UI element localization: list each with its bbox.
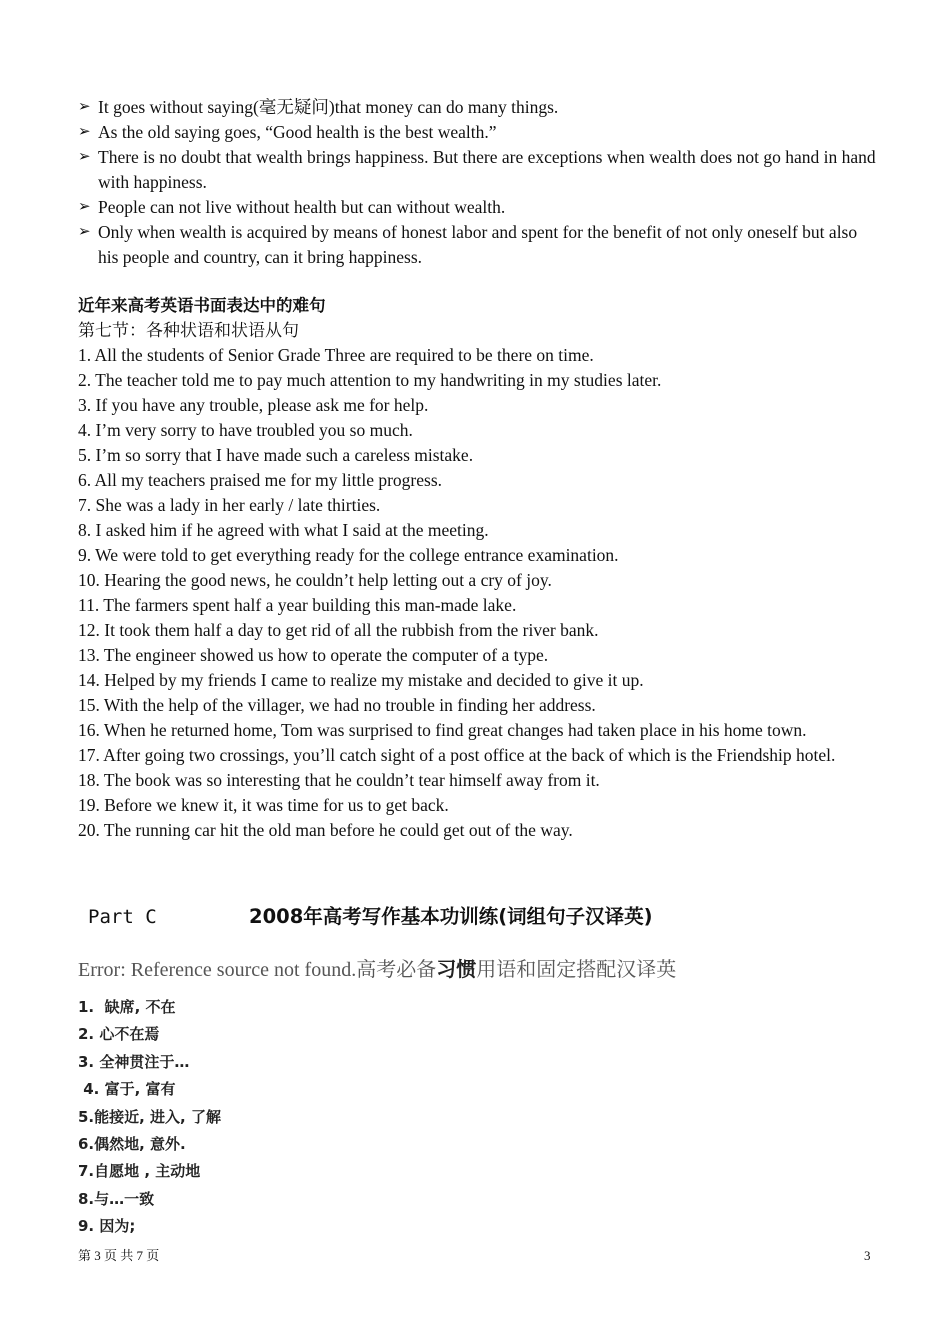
sentence-item: 15. With the help of the villager, we had no trouble in finding her address. — [78, 695, 596, 715]
heading-emphasis: 习惯 — [436, 959, 477, 981]
sentence-item: 19. Before we knew it, it was time for us to get back. — [78, 795, 449, 815]
part-label: Part C — [88, 906, 157, 928]
arrow-bullet-icon: ➢ — [78, 124, 91, 140]
vocab-item: 4. 富于, 富有 — [78, 1080, 176, 1099]
bullet-item: ➢ As the old saying goes, “Good health is the best wealth.” — [78, 120, 878, 145]
sentence-item: 3. If you have any trouble, please ask me for help. — [78, 395, 429, 415]
sentence-item: 11. The farmers spent half a year building this man-made lake. — [78, 595, 517, 615]
heading-suffix: 用语和固定搭配汉译英 — [476, 959, 677, 981]
bullet-item: ➢ Only when wealth is acquired by means of honest labor and spent for the benefit of not only oneself but also his people and country, can it bring happiness. — [78, 222, 858, 267]
vocab-item: 5.能接近, 进入, 了解 — [78, 1107, 221, 1126]
sentence-item: 16. When he returned home, Tom was surprised to find great changes had taken place in his home town. — [78, 720, 807, 740]
sentence-item: 14. Helped by my friends I came to realize my mistake and decided to give it up. — [78, 670, 644, 690]
sentence-item: 7. She was a lady in her early / late thirties. — [78, 495, 381, 515]
sentence-item: 20. The running car hit the old man before he could get out of the way. — [78, 820, 573, 840]
vocab-item: 1. 缺席, 不在 — [78, 998, 176, 1016]
arrow-bullet-icon: ➢ — [78, 224, 91, 240]
page-number: 3 — [864, 1248, 871, 1263]
sentence-item: 9. We were told to get everything ready for the college entrance examination. — [78, 545, 619, 565]
vocab-item: 2. 心不在焉 — [78, 1025, 160, 1044]
page-counter: 第 3 页 共 7 页 — [78, 1248, 160, 1263]
section-title: 近年来高考英语书面表达中的难句 — [78, 296, 326, 315]
vocab-list — [78, 994, 221, 1241]
sentence-item: 5. I’m so sorry that I have made such a careless mistake. — [78, 445, 474, 465]
part-title: 2008年高考写作基本功训练(词组句子汉译英) — [249, 905, 653, 928]
sentence-item: 10. Hearing the good news, he couldn’t help letting out a cry of joy. — [78, 570, 552, 590]
vocab-item: 9. 因为; — [78, 1217, 136, 1236]
vocab-item: 8.与…一致 — [78, 1189, 155, 1208]
heading-prefix: Error: Reference source not found.高考必备 — [78, 959, 437, 981]
bullet-item: ➢ People can not live without health but can without wealth. — [78, 195, 878, 220]
sentence-item: 6. All my teachers praised me for my little progress. — [78, 470, 443, 490]
arrow-bullet-icon: ➢ — [78, 149, 91, 165]
arrow-bullet-icon: ➢ — [78, 99, 91, 115]
sentence-item: 17. After going two crossings, you’ll catch sight of a post office at the back of which is the Friendship hotel. — [78, 745, 836, 765]
sentence-item: 2. The teacher told me to pay much attention to my handwriting in my studies later. — [78, 370, 662, 390]
sentence-item: 18. The book was so interesting that he couldn’t tear himself away from it. — [78, 770, 600, 790]
bullet-list — [78, 95, 878, 270]
vocab-item: 7.自愿地 , 主动地 — [78, 1162, 201, 1181]
sentence-item: 1. All the students of Senior Grade Three are required to be there on time. — [78, 345, 594, 365]
vocab-item: 6.偶然地, 意外. — [78, 1135, 186, 1154]
sentence-item: 4. I’m very sorry to have troubled you so much. — [78, 420, 413, 440]
vocab-item: 3. 全神贯注于… — [78, 1052, 190, 1071]
section-subtitle: 第七节：各种状语和状语从句 — [78, 321, 299, 340]
bullet-item: ➢ There is no doubt that wealth brings happiness. But there are exceptions when wealth does not go hand in hand with happiness. — [78, 147, 876, 192]
sentence-list — [78, 343, 878, 843]
bullet-item: ➢ It goes without saying(毫无疑问)that money can do many things. — [78, 95, 878, 120]
reference-error-heading — [78, 954, 676, 986]
sentence-item: 8. I asked him if he agreed with what I said at the meeting. — [78, 520, 489, 540]
sentence-item: 13. The engineer showed us how to operate the computer of a type. — [78, 645, 549, 665]
sentence-item: 12. It took them half a day to get rid of all the rubbish from the river bank. — [78, 620, 599, 640]
arrow-bullet-icon: ➢ — [78, 199, 91, 215]
